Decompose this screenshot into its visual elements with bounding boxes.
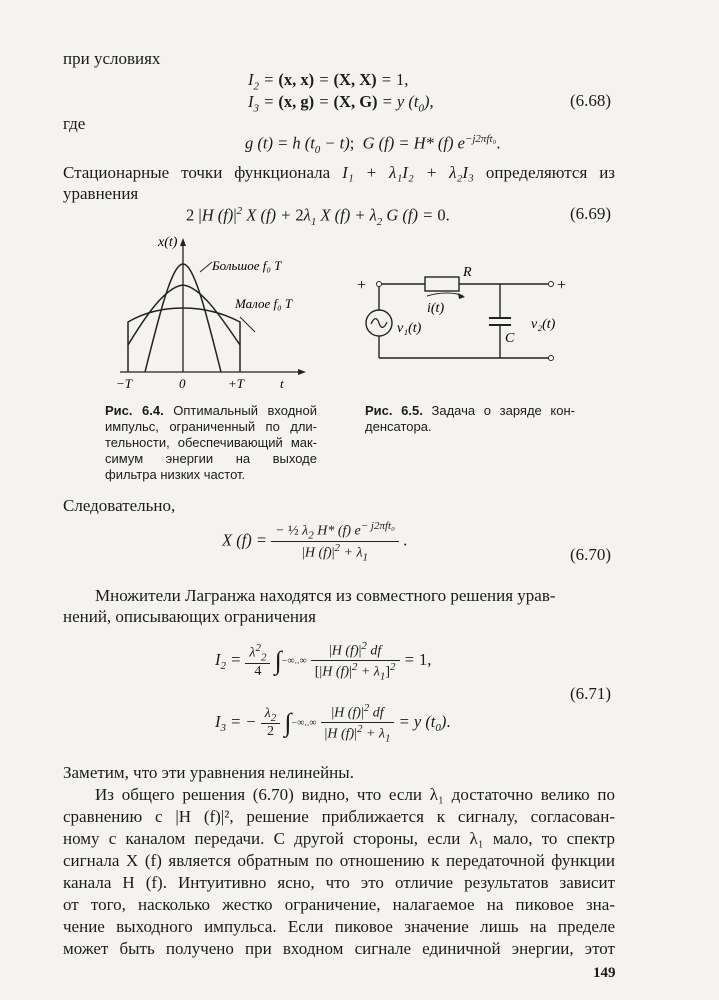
- eq-6-70-label: (6.70): [570, 545, 612, 564]
- page-number: 149: [593, 965, 616, 981]
- x-axis-arrow: [298, 369, 306, 375]
- v1-label: v₁(t): [397, 321, 422, 336]
- equation-i3-integral: $I_3$ = − $\frac{\lambda_2}{2}$ ∫−∞..∞ $\frac{|H (f)|^2 df}{|H (f)|^2 + \lambda_1}$ = y $(t_0)$.: [215, 702, 451, 745]
- plus-left: +: [357, 277, 367, 294]
- para-line-5: канала H (f). Интуитивно ясно, что это отличие результатов зависит: [63, 873, 615, 892]
- text-equation-word: уравнения: [63, 184, 139, 203]
- eq-6-71-label: (6.71): [570, 684, 612, 703]
- text-lagrange-1: Множители Лагранжа находятся из совместного решения урав-: [95, 586, 556, 605]
- figure-6-5: [355, 260, 595, 370]
- para-line-7: чение выходного импульса. Если пиковое значение лишь на пределе: [63, 917, 615, 936]
- current-label: i(t): [427, 301, 445, 316]
- resistor: [425, 277, 459, 291]
- text-nonlinear: Заметим, что эти уравнения нелинейны.: [63, 763, 354, 782]
- equation-6-70: X (f) = $\frac{- \frac{1}{2} \lambda_2 H* (f) e^{- j2\pi ft_0}}{|H (f)|^2 + \lambda_1}$ .: [222, 520, 408, 564]
- text-therefore: Следовательно,: [63, 496, 176, 515]
- tick-zero: 0: [179, 376, 186, 391]
- plus-right: +: [557, 277, 567, 294]
- v2-label: v₂(t): [531, 317, 556, 332]
- para-line-4: сигнала X (f) является обратным по отношению к передаточной функции: [63, 851, 615, 870]
- big-pointer: [200, 262, 212, 272]
- terminal-left-top: [377, 282, 382, 287]
- text-stationary-line: Стационарные точки функционала I₁ + λ₁I₂ + λ₂I₃ определяются из: [63, 163, 616, 182]
- para-line-8: может быть получено при входном сигнале единичной энергии, этот: [63, 939, 615, 958]
- figure-6-4: [100, 232, 330, 392]
- equation-6-69: 2 |H $(f)|^2$ X $(f) + 2\lambda_1$ X $(f) + \lambda_2$ G (f) = 0.: [186, 205, 450, 228]
- tick-plus-t: +T: [228, 376, 245, 391]
- tick-t: t: [280, 376, 284, 391]
- text-under-conditions: при условиях: [63, 49, 161, 68]
- equation-i2: $I_2 = (x$, x) = (X, X) = 1,: [248, 70, 409, 93]
- small-f0t-curve: [128, 308, 240, 372]
- capacitor-label: C: [505, 331, 515, 346]
- y-label: x(t): [158, 235, 178, 250]
- eq-6-69-label: (6.69): [570, 204, 612, 223]
- equation-g-def: g (t) = h $(t_0 - t)$; G (f) = H* (f) $e^{-j2\pi ft_0}$.: [245, 133, 501, 156]
- equation-i3: $I_3 = (x$, g) = (X, G) = y $(t_0)$,: [248, 92, 434, 115]
- para-line-3: ному с каналом передачи. С другой стороны, если λ₁ мало, то спектр: [63, 829, 615, 848]
- para-line-2: сравнению с |H (f)|², решение приближается к сигналу, согласован-: [63, 807, 615, 826]
- current-arrow: [427, 293, 463, 296]
- tick-minus-t: −T: [116, 376, 133, 391]
- eq-6-68-label: (6.68): [570, 91, 612, 110]
- small-f0t-label: Малое f₀ T: [235, 296, 293, 311]
- terminal-right-top: [549, 282, 554, 287]
- para-line-6: от того, насколько жестко ограничение, налагаемое на пиковое зна-: [63, 895, 615, 914]
- para-line-1: Из общего решения (6.70) видно, что если λ₁ достаточно велико по: [95, 785, 615, 804]
- equation-i2-integral: $I_2$ = $\frac{\lambda^2_2}{4}$ ∫−∞..∞ $\frac{|H (f)|^2 df}{[|H (f)|^2 + \lambda_1]^2}$ = 1,: [215, 640, 432, 683]
- big-f0t-label: Большое f₀ T: [212, 258, 282, 273]
- small-pointer: [240, 317, 255, 332]
- caption-fig-6-5: Рис. 6.5. Задача о заряде кон- денсатора.: [365, 403, 575, 434]
- terminal-right-bottom: [549, 356, 554, 361]
- y-axis-arrow: [180, 238, 186, 246]
- text-lagrange-2: нений, описывающих ограничения: [63, 607, 316, 626]
- resistor-label: R: [463, 265, 472, 280]
- caption-fig-6-4: Рис. 6.4. Оптимальный входной импульс, ограниченный по дли- тельности, обеспечивающий мак- симум энергии на выходе фильтра низких частот.: [105, 403, 317, 482]
- text-where: где: [63, 114, 86, 133]
